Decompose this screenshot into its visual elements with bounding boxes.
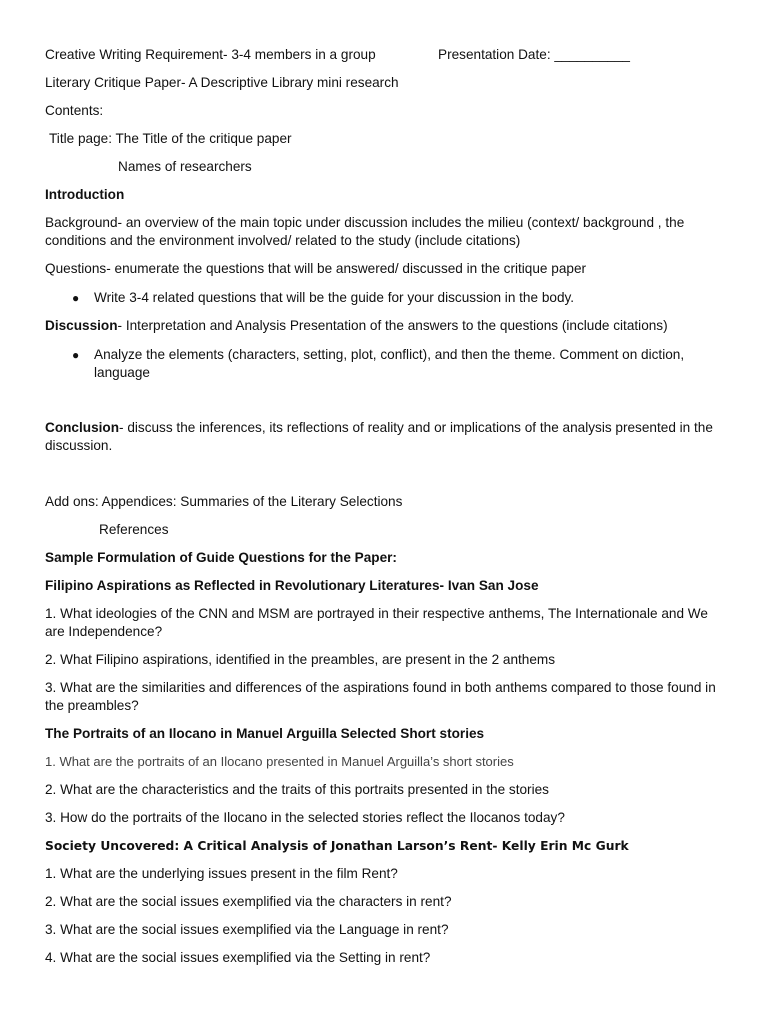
- discussion-label: Discussion: [45, 318, 118, 333]
- section2-question-1: 1. What are the portraits of an Ilocano presented in Manuel Arguilla’s short stories: [45, 754, 514, 769]
- presentation-date: Presentation Date: __________: [438, 47, 630, 62]
- section2-question-2: 2. What are the characteristics and the traits of this portraits presented in the stories: [45, 782, 549, 797]
- section3-title: Society Uncovered: A Critical Analysis of Jonathan Larson’s Rent- Kelly Erin Mc Gurk: [45, 839, 629, 853]
- bullet-dot: ●: [72, 291, 80, 305]
- requirement-line: Creative Writing Requirement- 3-4 members in a group: [45, 47, 376, 62]
- section3-question-1: 1. What are the underlying issues present in the film Rent?: [45, 866, 398, 881]
- conclusion-label: Conclusion: [45, 420, 120, 435]
- section1-question-3: 3. What are the similarities and differences of the aspirations found in both anthems compared to those found in the preambles?: [45, 680, 716, 713]
- paper-type-line: Literary Critique Paper- A Descriptive Library mini research: [45, 75, 399, 90]
- section3-question-2: 2. What are the social issues exemplified via the characters in rent?: [45, 894, 452, 909]
- conclusion-text: - discuss the inferences, its reflections of reality and or implications of the analysis presented in the discussion.: [45, 420, 713, 453]
- section2-title: The Portraits of an Ilocano in Manuel Arguilla Selected Short stories: [45, 726, 485, 741]
- contents-label: Contents:: [45, 103, 104, 118]
- names-line: Names of researchers: [118, 159, 252, 174]
- section1-title: Filipino Aspirations as Reflected in Revolutionary Literatures- Ivan San Jose: [45, 578, 539, 593]
- bullet-dot: ●: [72, 348, 80, 362]
- section2-question-3: 3. How do the portraits of the Ilocano in the selected stories reflect the Ilocanos today?: [45, 810, 565, 825]
- discussion-line: [45, 317, 668, 335]
- bullet-item-analyze: Analyze the elements (characters, setting, plot, conflict), and then the theme. Comment on diction, language: [94, 347, 685, 380]
- addons-line: Add ons: Appendices: Summaries of the Literary Selections: [45, 494, 403, 509]
- section3-question-4: 4. What are the social issues exemplified via the Setting in rent?: [45, 950, 431, 965]
- references-line: References: [99, 522, 169, 537]
- section1-question-2: 2. What Filipino aspirations, identified in the preambles, are present in the 2 anthems: [45, 652, 556, 667]
- introduction-heading: Introduction: [45, 187, 125, 202]
- bullet-item-questions: Write 3-4 related questions that will be the guide for your discussion in the body.: [94, 290, 575, 305]
- sample-heading: Sample Formulation of Guide Questions for the Paper:: [45, 550, 397, 565]
- discussion-text: - Interpretation and Analysis Presentation of the answers to the questions (include citations): [117, 318, 668, 333]
- background-paragraph: Background- an overview of the main topic under discussion includes the milieu (context/ background , the conditions and the environment involved/ related to the study (include citations): [45, 215, 685, 248]
- title-page-line: Title page: The Title of the critique paper: [49, 131, 292, 146]
- section1-question-1: 1. What ideologies of the CNN and MSM are portrayed in their respective anthems, The Internationale and We are Independence?: [45, 606, 708, 639]
- section3-question-3: 3. What are the social issues exemplified via the Language in rent?: [45, 922, 449, 937]
- questions-line: Questions- enumerate the questions that will be answered/ discussed in the critique paper: [45, 261, 587, 276]
- conclusion-paragraph: [45, 419, 725, 455]
